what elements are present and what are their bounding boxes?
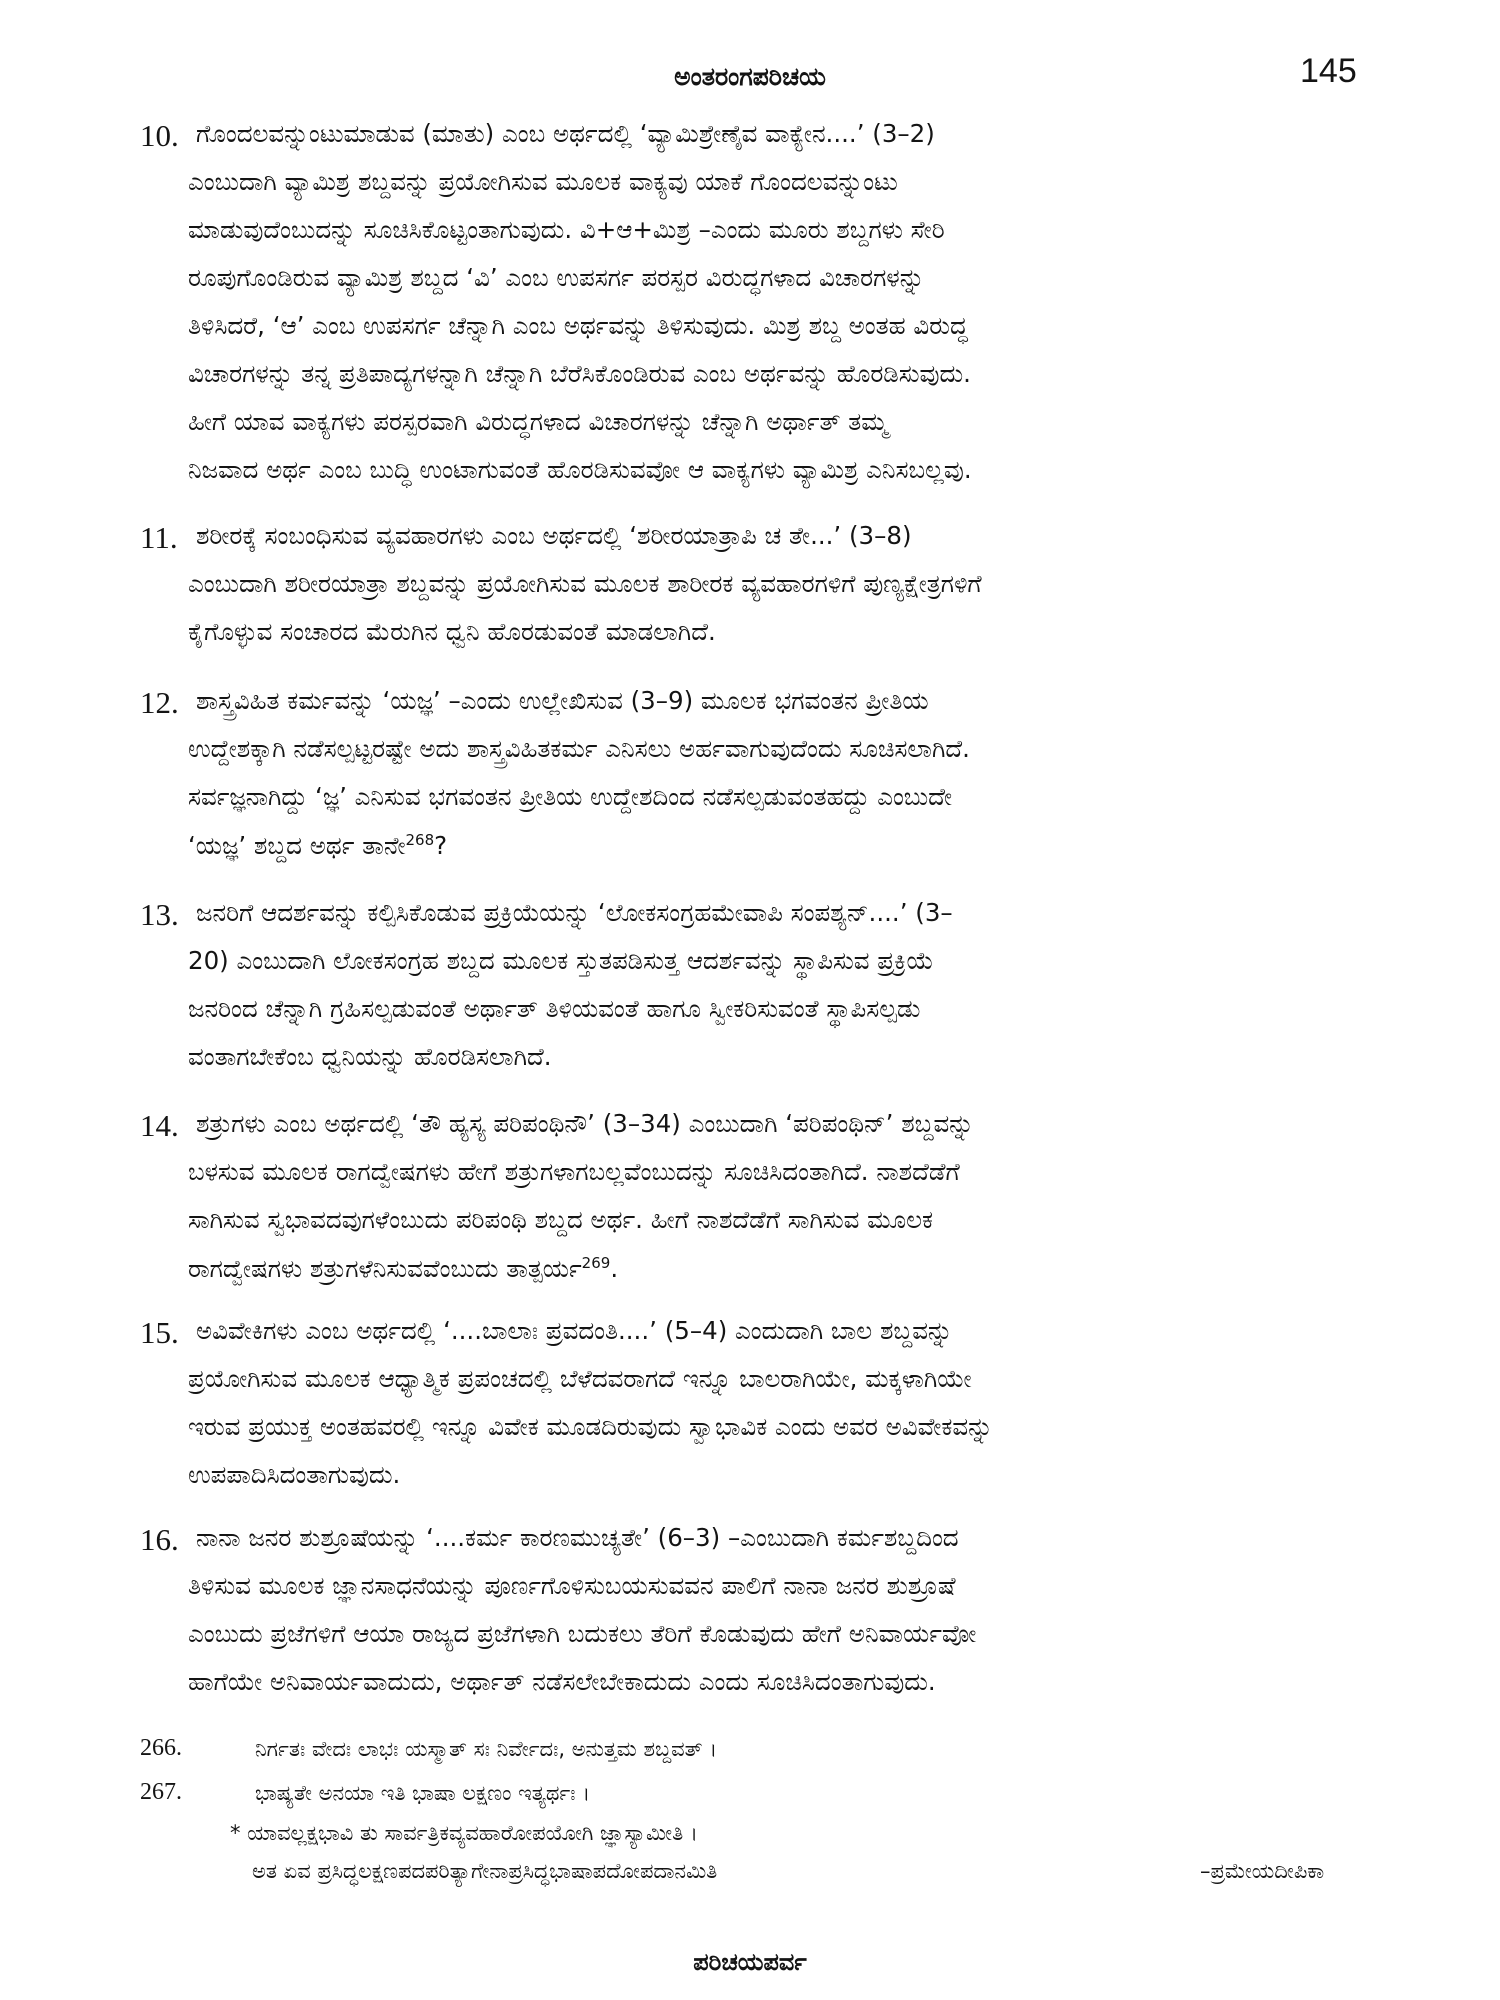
item-number: 15. xyxy=(140,1315,179,1350)
item-line: ಎಂಬುದು ಪ್ರಜೆಗಳಿಗೆ ಆಯಾ ರಾಜ್ಯದ ಪ್ರಜೆಗಳಾಗಿ ಬದುಕಲು ತೆರಿಗೆ ಕೊಡುವುದು ಹೇಗೆ ಅನಿವಾರ್ಯವೋ xyxy=(188,1619,977,1648)
item-line: ರೂಪುಗೊಂಡಿರುವ ವ್ಯಾಮಿಶ್ರ ಶಬ್ದದ ‘ವಿ’ ಎಂಬ ಉಪಸರ್ಗ ಪರಸ್ಪರ ವಿರುದ್ಧಗಳಾದ ವಿಚಾರಗಳನ್ನು xyxy=(188,263,925,292)
item-number: 11. xyxy=(140,520,178,555)
item-line: ರಾಗದ್ವೇಷಗಳು ಶತ್ರುಗಳೆನಿಸುವವೆಂಬುದು ತಾತ್ಪರ್ಯ$^{269}$. xyxy=(188,1254,619,1284)
item-line: ತಿಳಿಸಿದರೆ, ‘ಆ’ ಎಂಬ ಉಪಸರ್ಗ ಚೆನ್ನಾಗಿ ಎಂಬ ಅರ್ಥವನ್ನು ತಿಳಿಸುವುದು. ಮಿಶ್ರ ಶಬ್ದ ಅಂತಹ ವಿರುದ್ಧ xyxy=(188,311,968,340)
item-number: 14. xyxy=(140,1108,179,1143)
item-line: ಗೊಂದಲವನ್ನುಂಟುಮಾಡುವ (ಮಾತು) ಎಂಬ ಅರ್ಥದಲ್ಲಿ ‘ವ್ಯಾಮಿಶ್ರೇಣೈವ ವಾಕ್ಯೇನ....’ (3–2) xyxy=(196,119,935,148)
item-line: ವಂತಾಗಬೇಕೆಂಬ ಧ್ವನಿಯನ್ನು ಹೊರಡಿಸಲಾಗಿದೆ. xyxy=(188,1042,552,1071)
item-line: ನಿಜವಾದ ಅರ್ಥ ಎಂಬ ಬುದ್ಧಿ ಉಂಟಾಗುವಂತೆ ಹೊರಡಿಸುವವೋ ಆ ವಾಕ್ಯಗಳು ವ್ಯಾಮಿಶ್ರ ಎನಿಸಬಲ್ಲವು. xyxy=(188,455,972,484)
item-line: ಶತ್ರುಗಳು ಎಂಬ ಅರ್ಥದಲ್ಲಿ ‘ತೌ ಹ್ಯಸ್ಯ ಪರಿಪಂಥಿನೌ’ (3–34) ಎಂಬುದಾಗಿ ‘ಪರಿಪಂಥಿನ್’ ಶಬ್ದವನ್ನು xyxy=(196,1109,974,1138)
item-line: ಎಂಬುದಾಗಿ ಶರೀರಯಾತ್ರಾ ಶಬ್ದವನ್ನು ಪ್ರಯೋಗಿಸುವ ಮೂಲಕ ಶಾರೀರಕ ವ್ಯವಹಾರಗಳಿಗೆ ಪುಣ್ಯಕ್ಷೇತ್ರಗಳಿಗೆ xyxy=(188,569,982,598)
item-line: ತಿಳಿಸುವ ಮೂಲಕ ಜ್ಞಾನಸಾಧನೆಯನ್ನು ಪೂರ್ಣಗೊಳಿಸುಬಯಸುವವನ ಪಾಲಿಗೆ ನಾನಾ ಜನರ ಶುಶ್ರೂಷೆ xyxy=(188,1571,956,1600)
item-line: ಉದ್ದೇಶಕ್ಕಾಗಿ ನಡೆಸಲ್ಪಟ್ಟರಷ್ಟೇ ಅದು ಶಾಸ್ತ್ರವಿಹಿತಕರ್ಮ ಎನಿಸಲು ಅರ್ಹವಾಗುವುದೆಂದು ಸೂಚಿಸಲಾಗಿದೆ. xyxy=(188,734,970,763)
item-line: ಶರೀರಕ್ಕೆ ಸಂಬಂಧಿಸುವ ವ್ಯವಹಾರಗಳು ಎಂಬ ಅರ್ಥದಲ್ಲಿ ‘ಶರೀರಯಾತ್ರಾಪಿ ಚ ತೇ...’ (3–8) xyxy=(196,521,912,550)
item-line: 20) ಎಂಬುದಾಗಿ ಲೋಕಸಂಗ್ರಹ ಶಬ್ದದ ಮೂಲಕ ಸ್ತುತಪಡಿಸುತ್ತ ಆದರ್ಶವನ್ನು ಸ್ಥಾಪಿಸುವ ಪ್ರಕ್ರಿಯೆ xyxy=(188,946,934,975)
item-number: 12. xyxy=(140,685,179,720)
item-line: ಕೈಗೊಳ್ಳುವ ಸಂಚಾರದ ಮೆರುಗಿನ ಧ್ವನಿ ಹೊರಡುವಂತೆ ಮಾಡಲಾಗಿದೆ. xyxy=(188,617,716,646)
item-line: ಹೀಗೆ ಯಾವ ವಾಕ್ಯಗಳು ಪರಸ್ಪರವಾಗಿ ವಿರುದ್ಧಗಳಾದ ವಿಚಾರಗಳನ್ನು ಚೆನ್ನಾಗಿ ಅರ್ಥಾತ್ ತಮ್ಮ xyxy=(188,407,888,436)
footnote-text: ನಿರ್ಗತಃ ವೇದಃ ಲಾಭಃ ಯಸ್ಮಾತ್ ಸಃ ನಿರ್ವೇದಃ, ಅನುತ್ತಮ ಶಬ್ದವತ್ । xyxy=(255,1737,718,1761)
footnote-ref-268: 268 xyxy=(405,831,435,849)
item-line: ಹಾಗೆಯೇ ಅನಿವಾರ್ಯವಾದುದು, ಅರ್ಥಾತ್ ನಡೆಸಲೇಬೇಕಾದುದು ಎಂದು ಸೂಚಿಸಿದಂತಾಗುವುದು. xyxy=(188,1667,936,1696)
footnote-ref-269: 269 xyxy=(581,1254,611,1272)
item-line: ಬಳಸುವ ಮೂಲಕ ರಾಗದ್ವೇಷಗಳು ಹೇಗೆ ಶತ್ರುಗಳಾಗಬಲ್ಲವೆಂಬುದನ್ನು ಸೂಚಿಸಿದಂತಾಗಿದೆ. ನಾಶದೆಡೆಗೆ xyxy=(188,1157,960,1186)
footnote-text: ಭಾಷ್ಯತೇ ಅನಯಾ ಇತಿ ಭಾಷಾ ಲಕ್ಷಣಂ ಇತ್ಯರ್ಥಃ । xyxy=(255,1781,591,1805)
item-line: ಶಾಸ್ತ್ರವಿಹಿತ ಕರ್ಮವನ್ನು ‘ಯಜ್ಞ’ –ಎಂದು ಉಲ್ಲೇಖಿಸುವ (3–9) ಮೂಲಕ ಭಗವಂತನ ಪ್ರೀತಿಯ xyxy=(196,686,929,715)
item-line: ನಾನಾ ಜನರ ಶುಶ್ರೂಷೆಯನ್ನು ‘....ಕರ್ಮ ಕಾರಣಮುಚ್ಯತೇ’ (6–3) –ಎಂಬುದಾಗಿ ಕರ್ಮಶಬ್ದದಿಂದ xyxy=(196,1523,959,1552)
item-line: ಮಾಡುವುದೆಂಬುದನ್ನು ಸೂಚಿಸಿಕೊಟ್ಟಂತಾಗುವುದು. ವಿ+ಆ+ಮಿಶ್ರ –ಎಂದು ಮೂರು ಶಬ್ದಗಳು ಸೇರಿ xyxy=(188,215,945,244)
footnote-quote-line-1: * ಯಾವಲ್ಲಕ್ಷಭಾವಿ ತು ಸಾರ್ವತ್ರಿಕವ್ಯವಹಾರೋಪಯೋಗಿ ಜ್ಞಾಸ್ಯಾಮೀತಿ । xyxy=(230,1821,698,1845)
item-line: ಜನರಿಗೆ ಆದರ್ಶವನ್ನು ಕಲ್ಪಿಸಿಕೊಡುವ ಪ್ರಕ್ರಿಯೆಯನ್ನು ‘ಲೋಕಸಂಗ್ರಹಮೇವಾಪಿ ಸಂಪಶ್ಯನ್....’ (3– xyxy=(196,898,953,927)
item-line: ‘ಯಜ್ಞ’ ಶಬ್ದದ ಅರ್ಥ ತಾನೇ$^{268}$? xyxy=(188,831,448,861)
footnote-source: –ಪ್ರಮೇಯದೀಪಿಕಾ xyxy=(1200,1859,1325,1883)
item-number: 10. xyxy=(140,118,179,153)
item-line: ಇರುವ ಪ್ರಯುಕ್ತ ಅಂತಹವರಲ್ಲಿ ಇನ್ನೂ ವಿವೇಕ ಮೂಡದಿರುವುದು ಸ್ವಾಭಾವಿಕ ಎಂದು ಅವರ ಅವಿವೇಕವನ್ನು xyxy=(188,1412,993,1441)
item-number: 13. xyxy=(140,897,179,932)
item-line: ಪ್ರಯೋಗಿಸುವ ಮೂಲಕ ಆಧ್ಯಾತ್ಮಿಕ ಪ್ರಪಂಚದಲ್ಲಿ ಬೆಳೆದವರಾಗದೆ ಇನ್ನೂ ಬಾಲರಾಗಿಯೇ, ಮಕ್ಕಳಾಗಿಯೇ xyxy=(188,1364,972,1393)
item-line: ಸರ್ವಜ್ಞನಾಗಿದ್ದು ‘ಜ್ಞ’ ಎನಿಸುವ ಭಗವಂತನ ಪ್ರೀತಿಯ ಉದ್ದೇಶದಿಂದ ನಡೆಸಲ್ಪಡುವಂತಹದ್ದು ಎಂಬುದೇ xyxy=(188,782,953,811)
item-number: 16. xyxy=(140,1522,179,1557)
running-title: ಅಂತರಂಗಪರಿಚಯ xyxy=(674,62,826,91)
section-footer: ಪರಿಚಯಪರ್ವ xyxy=(693,1948,807,1976)
item-line: ಸಾಗಿಸುವ ಸ್ವಭಾವದವುಗಳೆಂಬುದು ಪರಿಪಂಥಿ ಶಬ್ದದ ಅರ್ಥ. ಹೀಗೆ ನಾಶದೆಡೆಗೆ ಸಾಗಿಸುವ ಮೂಲಕ xyxy=(188,1205,933,1234)
item-line: ಎಂಬುದಾಗಿ ವ್ಯಾಮಿಶ್ರ ಶಬ್ದವನ್ನು ಪ್ರಯೋಗಿಸುವ ಮೂಲಕ ವಾಕ್ಯವು ಯಾಕೆ ಗೊಂದಲವನ್ನುಂಟು xyxy=(188,167,898,196)
item-line: ವಿಚಾರಗಳನ್ನು ತನ್ನ ಪ್ರತಿಪಾದ್ಯಗಳನ್ನಾಗಿ ಚೆನ್ನಾಗಿ ಬೆರೆಸಿಕೊಂಡಿರುವ ಎಂಬ ಅರ್ಥವನ್ನು ಹೊರಡಿಸುವುದು. xyxy=(188,359,971,388)
footnote-number: 266. xyxy=(140,1735,182,1761)
footnote-number: 267. xyxy=(140,1779,182,1805)
page-number: 145 xyxy=(1300,52,1357,90)
item-line: ಅವಿವೇಕಿಗಳು ಎಂಬ ಅರ್ಥದಲ್ಲಿ ‘....ಬಾಲಾಃ ಪ್ರವದಂತಿ....’ (5–4) ಎಂದುದಾಗಿ ಬಾಲ ಶಬ್ದವನ್ನು xyxy=(196,1316,953,1345)
item-line: ಜನರಿಂದ ಚೆನ್ನಾಗಿ ಗ್ರಹಿಸಲ್ಪಡುವಂತೆ ಅರ್ಥಾತ್ ತಿಳಿಯವಂತೆ ಹಾಗೂ ಸ್ವೀಕರಿಸುವಂತೆ ಸ್ಥಾಪಿಸಲ್ಪಡು xyxy=(188,994,921,1023)
footnote-quote-line-2: ಅತ ಏವ ಪ್ರಸಿದ್ಧಲಕ್ಷಣಪದಪರಿತ್ಯಾಗೇನಾಪ್ರಸಿದ್ಧಭಾಷಾಪದೋಪದಾನಮಿತಿ xyxy=(252,1859,718,1883)
item-line: ಉಪಪಾದಿಸಿದಂತಾಗುವುದು. xyxy=(188,1460,401,1489)
